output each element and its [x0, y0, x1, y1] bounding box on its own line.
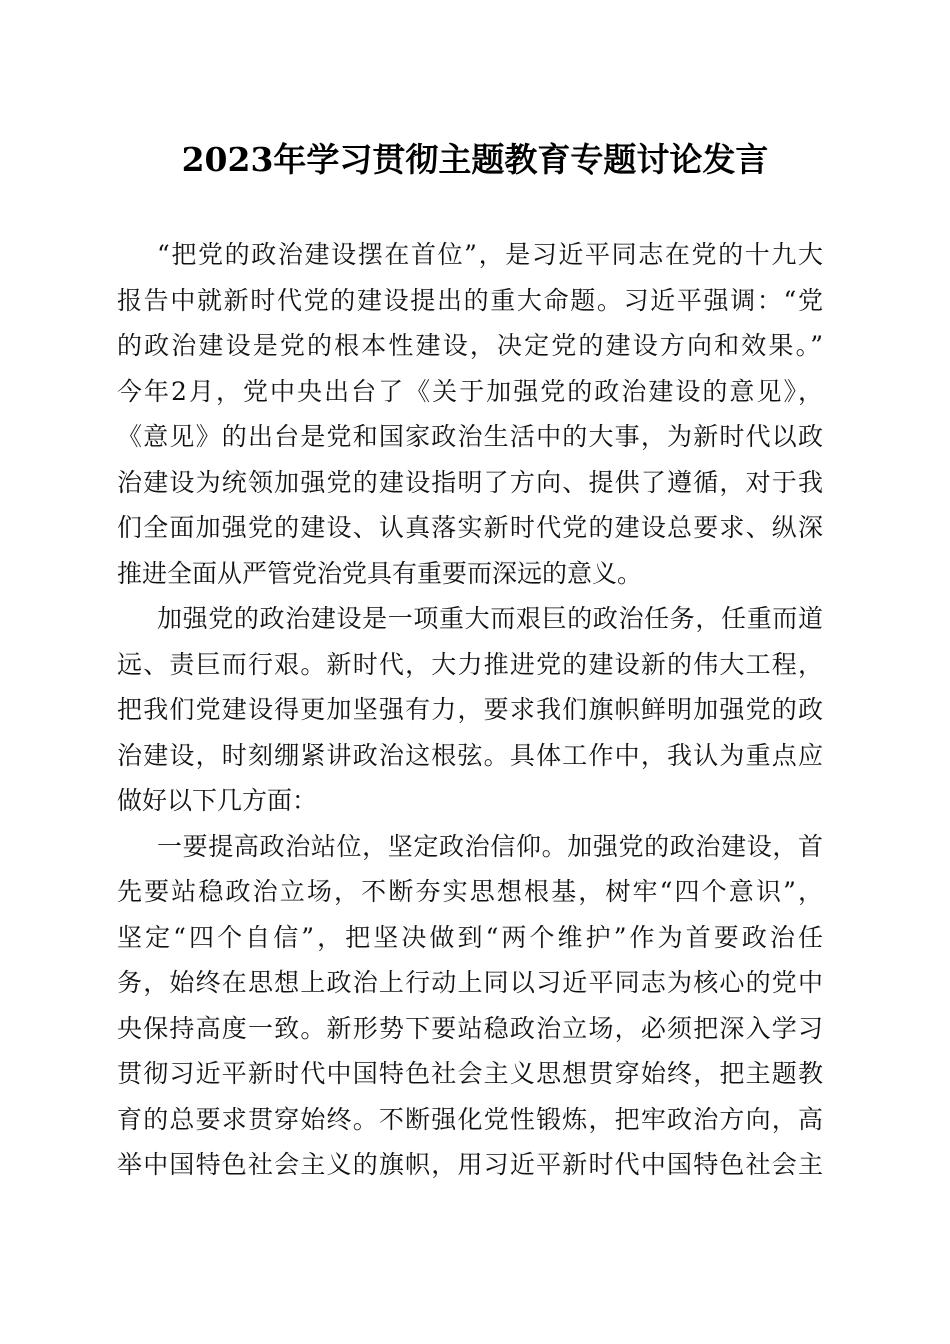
paragraph-line: 育的总要求贯穿始终。不断强化党性锻炼，把牢政治方向，高 — [117, 1104, 823, 1134]
paragraph-line: “把党的政治建设摆在首位”，是习近平同志在党的十九大 — [157, 240, 823, 269]
paragraph-line: 《意见》的出台是党和国家政治生活中的大事，为新时代以政 — [117, 422, 823, 451]
paragraph-line: 把我们党建设得更加坚强有力，要求我们旗帜鲜明加强党的政 — [117, 695, 823, 724]
document-body — [117, 232, 823, 1188]
paragraph-line: 一要提高政治站位，坚定政治信仰。加强党的政治建设，首 — [157, 831, 823, 861]
paragraph-line: 远、责巨而行艰。新时代，大力推进党的建设新的伟大工程， — [117, 649, 823, 679]
paragraph-line: 央保持高度一致。新形势下要站稳政治立场，必须把深入学习 — [117, 1013, 823, 1043]
paragraph-line: 推进全面从严管党治党具有重要而深远的意义。 — [117, 558, 643, 588]
paragraph-line: 们全面加强党的建设、认真落实新时代党的建设总要求、纵深 — [117, 513, 823, 542]
document-title: 2023年学习贯彻主题教育专题讨论发言 — [181, 140, 769, 179]
paragraph-line: 的政治建设是党的根本性建设，决定党的建设方向和效果。” — [117, 331, 823, 360]
paragraph-line: 坚定“四个自信”，把坚决做到“两个维护”作为首要政治任 — [117, 922, 823, 952]
paragraph-line: 先要站稳政治立场，不断夯实思想根基，树牢“四个意识”， — [117, 877, 823, 906]
paragraph-line: 举中国特色社会主义的旗帜，用习近平新时代中国特色社会主 — [117, 1150, 823, 1179]
paragraph-3 — [117, 824, 823, 1188]
paragraph-line: 报告中就新时代党的建设提出的重大命题。习近平强调：“党 — [117, 285, 823, 315]
paragraph-line: 今年2月，党中央出台了《关于加强党的政治建设的意见》， — [117, 376, 823, 406]
paragraph-line: 治建设为统领加强党的建设指明了方向、提供了遵循，对于我 — [117, 467, 823, 497]
paragraph-line: 治建设，时刻绷紧讲政治这根弦。具体工作中，我认为重点应 — [117, 740, 823, 770]
paragraph-line: 务，始终在思想上政治上行动上同以习近平同志为核心的党中 — [117, 968, 823, 997]
paragraph-line: 加强党的政治建设是一项重大而艰巨的政治任务，任重而道 — [157, 604, 823, 633]
paragraph-1 — [117, 232, 823, 596]
paragraph-line: 贯彻习近平新时代中国特色社会主义思想贯穿始终，把主题教 — [117, 1059, 823, 1088]
paragraph-line: 做好以下几方面： — [117, 786, 318, 815]
paragraph-2 — [117, 596, 823, 824]
